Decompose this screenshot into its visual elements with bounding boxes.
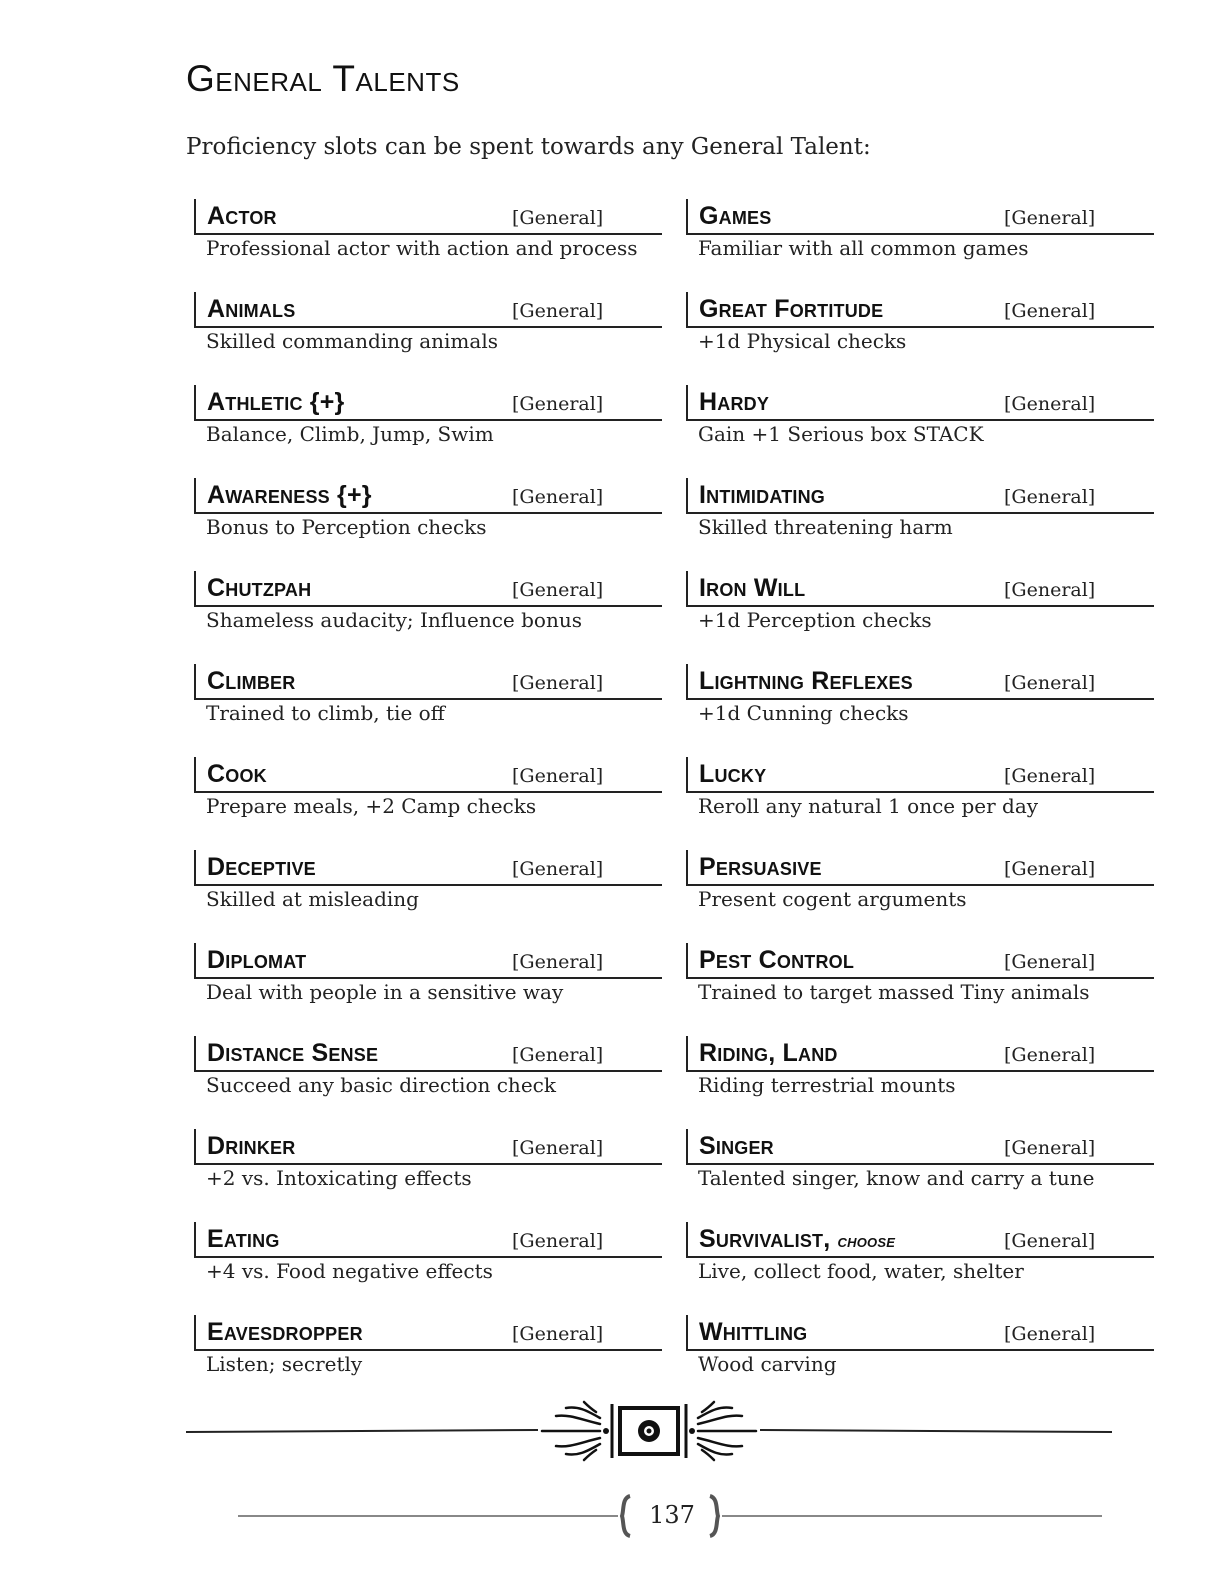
talent-name — [207, 853, 316, 882]
talent-entry-diplomat — [194, 943, 662, 1036]
talent-name — [207, 946, 306, 975]
talent-category-tag: [General] — [512, 579, 604, 601]
talent-entry-deceptive — [194, 850, 662, 943]
talent-name-text: Hardy — [699, 388, 770, 416]
talent-description: +1d Cunning checks — [698, 701, 909, 725]
talent-name-text: Diplomat — [207, 946, 307, 974]
talent-description: Wood carving — [698, 1352, 837, 1376]
talent-category-tag: [General] — [1004, 765, 1096, 787]
talent-name — [699, 853, 822, 882]
talent-name-text: Lightning Reflexes — [699, 667, 913, 695]
talent-category-tag: [General] — [1004, 1137, 1096, 1159]
talent-header — [686, 1129, 1154, 1165]
talent-name — [699, 946, 854, 975]
talent-name — [699, 1039, 838, 1068]
talent-header — [194, 292, 662, 328]
talent-description: Gain +1 Serious box STACK — [698, 422, 984, 446]
talent-description: Present cogent arguments — [698, 887, 967, 911]
talent-name-text: Riding, Land — [699, 1039, 838, 1067]
talent-name-qualifier: choose — [837, 1231, 896, 1252]
talent-name — [699, 1225, 895, 1254]
talent-entry-riding-land — [686, 1036, 1154, 1129]
talent-name — [207, 667, 295, 696]
talent-header — [194, 850, 662, 886]
talent-name — [207, 1318, 363, 1347]
talent-category-tag: [General] — [1004, 579, 1096, 601]
talent-entry-great-fortitude — [686, 292, 1154, 385]
talent-description: +2 vs. Intoxicating effects — [206, 1166, 472, 1190]
talent-category-tag: [General] — [1004, 393, 1096, 415]
talent-name-text: Singer — [699, 1132, 774, 1160]
talent-name — [207, 574, 311, 603]
talent-entry-distance-sense — [194, 1036, 662, 1129]
talent-category-tag: [General] — [512, 1044, 604, 1066]
talent-name — [699, 760, 766, 789]
talent-name — [699, 574, 805, 603]
talent-category-tag: [General] — [1004, 207, 1096, 229]
talent-header — [686, 571, 1154, 607]
talent-category-tag: [General] — [1004, 486, 1096, 508]
talent-entry-iron-will — [686, 571, 1154, 664]
talent-name-text: Animals — [207, 295, 296, 323]
intro-text: Proficiency slots can be spent towards any General Talent: — [186, 134, 871, 160]
talent-entry-eavesdropper — [194, 1315, 662, 1408]
talent-name-text: Eavesdropper — [207, 1318, 363, 1346]
talent-column-right — [686, 199, 1154, 1408]
page-number: 137 — [649, 1501, 695, 1529]
talent-entry-whittling — [686, 1315, 1154, 1408]
talent-name — [207, 760, 267, 789]
talent-category-tag: [General] — [1004, 300, 1096, 322]
talent-category-tag: [General] — [1004, 858, 1096, 880]
talent-description: Succeed any basic direction check — [206, 1073, 556, 1097]
talent-column-left — [194, 199, 662, 1408]
talent-description: Listen; secretly — [206, 1352, 363, 1376]
talent-name — [207, 1225, 280, 1254]
talent-header — [686, 1222, 1154, 1258]
talent-description: Bonus to Perception checks — [206, 515, 487, 539]
talent-category-tag: [General] — [512, 207, 604, 229]
talent-name-text: Games — [699, 202, 772, 230]
talent-entry-games — [686, 199, 1154, 292]
talent-description: Reroll any natural 1 once per day — [698, 794, 1039, 818]
talent-entry-cook — [194, 757, 662, 850]
talent-name-text: Climber — [207, 667, 296, 695]
talent-name-text: Actor — [207, 202, 277, 230]
talent-category-tag: [General] — [512, 1323, 604, 1345]
talent-name-text: Chutzpah — [207, 574, 312, 602]
talent-name — [699, 1132, 774, 1161]
page-number-footer — [238, 1492, 1102, 1540]
talent-name — [699, 1318, 807, 1347]
talent-name-text: Cook — [207, 760, 267, 788]
talent-header — [686, 292, 1154, 328]
talent-entry-drinker — [194, 1129, 662, 1222]
talent-entry-climber — [194, 664, 662, 757]
talent-entry-chutzpah — [194, 571, 662, 664]
talent-header — [194, 664, 662, 700]
talent-entry-lightning-reflexes — [686, 664, 1154, 757]
talent-name-text: Lucky — [699, 760, 767, 788]
talent-header — [194, 1222, 662, 1258]
talent-name-text: Intimidating — [699, 481, 825, 509]
talent-name-text: Deceptive — [207, 853, 316, 881]
talent-description: +1d Physical checks — [698, 329, 907, 353]
talent-name-text: Drinker — [207, 1132, 296, 1160]
talent-name-text: Iron Will — [699, 574, 806, 602]
talent-name — [207, 388, 344, 417]
talent-header — [194, 385, 662, 421]
talent-name-text: Great Fortitude — [699, 295, 884, 323]
talent-name — [207, 1132, 295, 1161]
talent-name — [699, 481, 825, 510]
talent-category-tag: [General] — [1004, 951, 1096, 973]
talent-category-tag: [General] — [512, 672, 604, 694]
talent-name — [699, 667, 913, 696]
talent-description: Professional actor with action and process — [206, 236, 638, 260]
talent-entry-singer — [686, 1129, 1154, 1222]
talent-header — [194, 1129, 662, 1165]
talent-description: Shameless audacity; Influence bonus — [206, 608, 582, 632]
talent-name-text: Survivalist, — [699, 1225, 831, 1253]
talent-category-tag: [General] — [512, 951, 604, 973]
talent-header — [194, 478, 662, 514]
talent-header — [194, 1036, 662, 1072]
talent-header — [686, 850, 1154, 886]
talent-description: Trained to climb, tie off — [206, 701, 445, 725]
talent-entry-animals — [194, 292, 662, 385]
talent-header — [686, 385, 1154, 421]
talent-entry-hardy — [686, 385, 1154, 478]
talent-header — [194, 1315, 662, 1351]
talent-category-tag: [General] — [512, 1137, 604, 1159]
talent-category-tag: [General] — [512, 300, 604, 322]
talent-description: Talented singer, know and carry a tune — [698, 1166, 1095, 1190]
talent-entry-intimidating — [686, 478, 1154, 571]
talent-header — [686, 664, 1154, 700]
talent-name — [207, 481, 372, 510]
talent-description: Skilled commanding animals — [206, 329, 498, 353]
talent-description: Skilled threatening harm — [698, 515, 953, 539]
talent-name-text: Persuasive — [699, 853, 822, 881]
talent-name — [699, 202, 771, 231]
talent-description: Skilled at misleading — [206, 887, 419, 911]
talent-category-tag: [General] — [512, 765, 604, 787]
talent-header — [194, 571, 662, 607]
talent-name-text: Athletic {+} — [207, 388, 345, 416]
talent-header — [686, 199, 1154, 235]
talent-header — [686, 1315, 1154, 1351]
talent-header — [686, 478, 1154, 514]
talent-header — [686, 757, 1154, 793]
talent-description: Familiar with all common games — [698, 236, 1029, 260]
talent-entry-survivalist — [686, 1222, 1154, 1315]
talent-header — [686, 943, 1154, 979]
talent-entry-eating — [194, 1222, 662, 1315]
talent-name — [699, 295, 883, 324]
page-title: General Talents — [186, 58, 460, 99]
talent-header — [194, 943, 662, 979]
talent-description: Deal with people in a sensitive way — [206, 980, 564, 1004]
talent-header — [686, 1036, 1154, 1072]
talent-entry-awareness — [194, 478, 662, 571]
talent-entry-lucky — [686, 757, 1154, 850]
talent-category-tag: [General] — [512, 393, 604, 415]
talent-entry-actor — [194, 199, 662, 292]
talent-category-tag: [General] — [512, 486, 604, 508]
talent-name — [699, 388, 769, 417]
talent-header — [194, 757, 662, 793]
talent-description: Balance, Climb, Jump, Swim — [206, 422, 494, 446]
talent-category-tag: [General] — [1004, 1230, 1096, 1252]
talent-header — [194, 199, 662, 235]
talent-description: Riding terrestrial mounts — [698, 1073, 956, 1097]
talent-name — [207, 295, 295, 324]
talent-description: +4 vs. Food negative effects — [206, 1259, 493, 1283]
talent-description: +1d Perception checks — [698, 608, 932, 632]
talent-name-text: Eating — [207, 1225, 280, 1253]
talent-description: Live, collect food, water, shelter — [698, 1259, 1024, 1283]
talent-entry-athletic — [194, 385, 662, 478]
talent-description: Prepare meals, +2 Camp checks — [206, 794, 537, 818]
talent-category-tag: [General] — [512, 1230, 604, 1252]
talent-name-text: Whittling — [699, 1318, 808, 1346]
talent-name-text: Pest Control — [699, 946, 855, 974]
talent-name-text: Distance Sense — [207, 1039, 379, 1067]
talent-entry-persuasive — [686, 850, 1154, 943]
talent-category-tag: [General] — [1004, 1044, 1096, 1066]
talent-category-tag: [General] — [512, 858, 604, 880]
talent-description: Trained to target massed Tiny animals — [698, 980, 1090, 1004]
talent-entry-pest-control — [686, 943, 1154, 1036]
talent-name — [207, 202, 277, 231]
talent-name-text: Awareness {+} — [207, 481, 372, 509]
divider-ornament — [186, 1398, 1112, 1464]
talent-name — [207, 1039, 378, 1068]
talent-category-tag: [General] — [1004, 672, 1096, 694]
talent-category-tag: [General] — [1004, 1323, 1096, 1345]
